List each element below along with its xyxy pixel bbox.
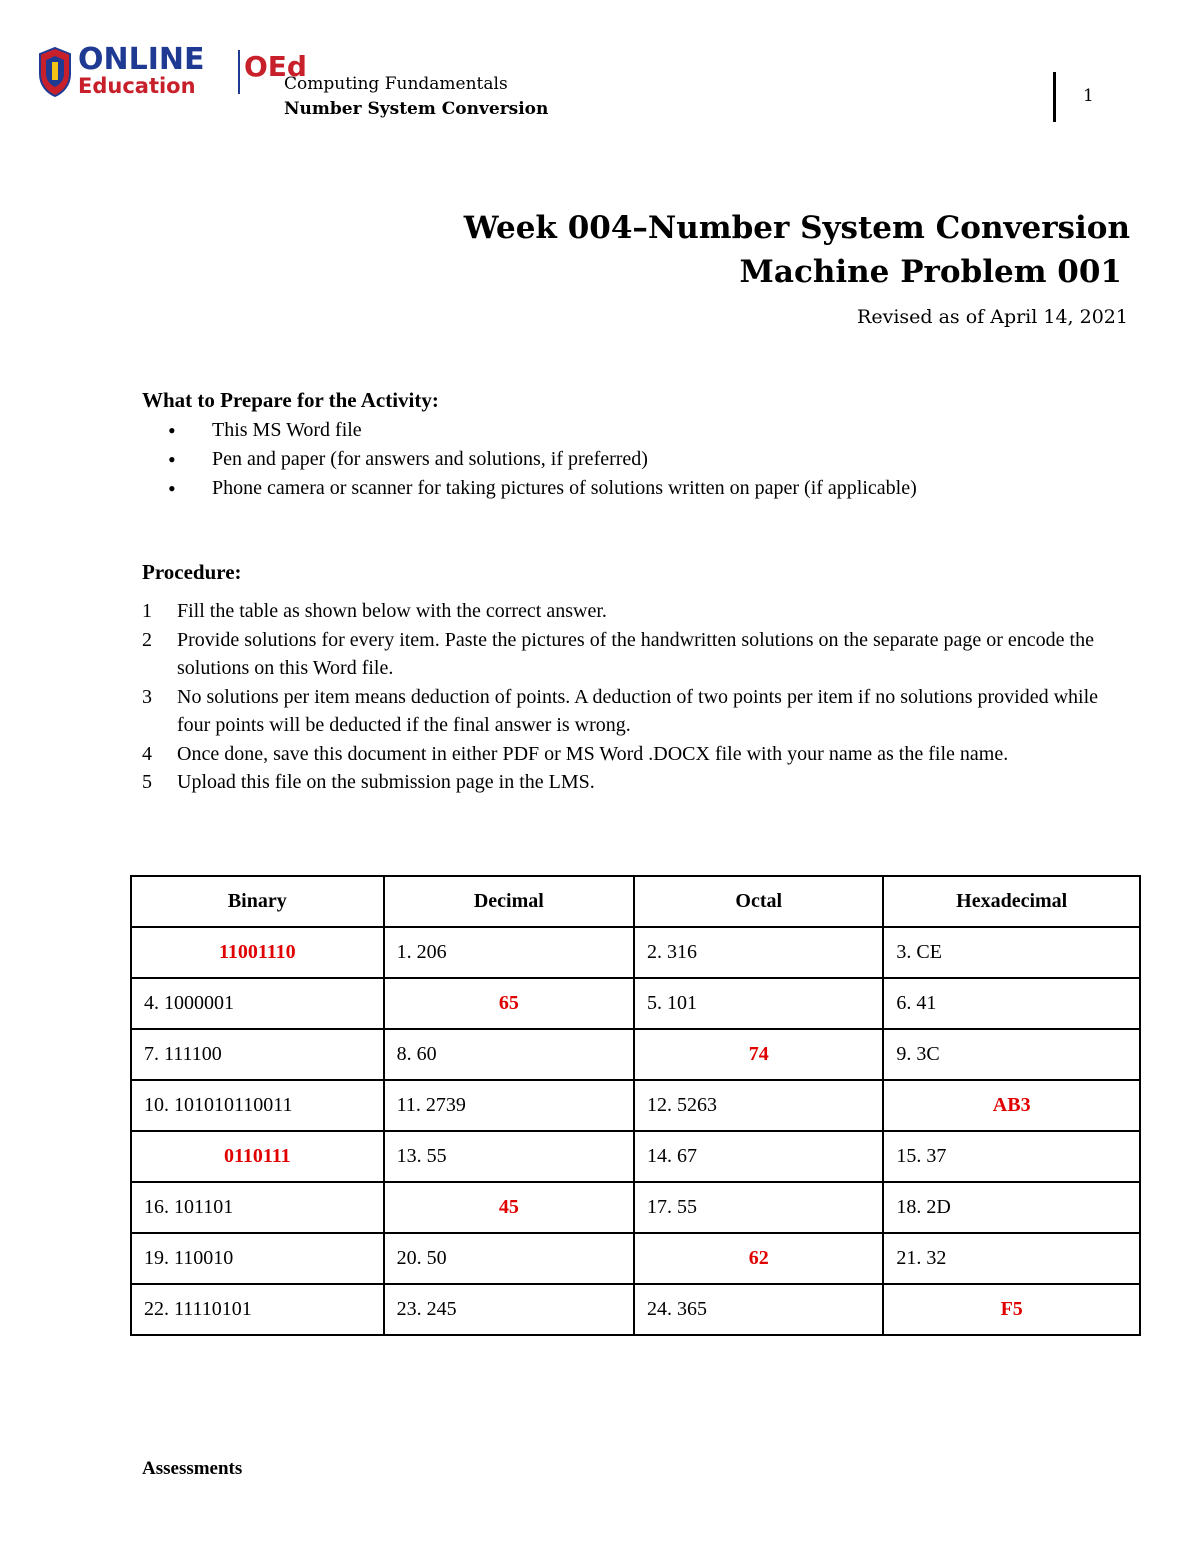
header-binary: Binary [131, 876, 384, 927]
table-cell: 24. 365 [634, 1284, 883, 1335]
conversion-table [130, 875, 1141, 1336]
page-number: 1 [1083, 86, 1094, 106]
procedure-step [142, 768, 1122, 797]
header-hexadecimal: Hexadecimal [883, 876, 1140, 927]
table-cell: 2. 316 [634, 927, 883, 978]
table-cell: 45 [384, 1182, 634, 1233]
step-number: 4 [142, 742, 152, 765]
step-number: 2 [142, 628, 152, 651]
logo-divider [238, 50, 240, 94]
table-cell: 4. 1000001 [131, 978, 384, 1029]
procedure-step [142, 683, 1122, 740]
header-octal: Octal [634, 876, 883, 927]
table-header-row [131, 876, 1140, 927]
logo-text-oed: OEd [244, 50, 307, 83]
table-cell: 1. 206 [384, 927, 634, 978]
table-cell: 23. 245 [384, 1284, 634, 1335]
step-number: 1 [142, 600, 152, 622]
page-title: Week 004–Number System Conversion [463, 210, 1130, 246]
procedure-step [142, 740, 1122, 769]
table-cell: 12. 5263 [634, 1080, 883, 1131]
logo-text-education: Education [78, 74, 196, 98]
table-cell: 74 [634, 1029, 883, 1080]
table-cell: 22. 11110101 [131, 1284, 384, 1335]
table-cell: 7. 111100 [131, 1029, 384, 1080]
table-row [131, 1131, 1140, 1182]
table-cell: 14. 67 [634, 1131, 883, 1182]
logo-text-online: ONLINE [78, 42, 205, 77]
table-cell: AB3 [883, 1080, 1140, 1131]
assessments-heading: Assessments [142, 1458, 243, 1479]
table-cell: 11. 2739 [384, 1080, 634, 1131]
table-row [131, 978, 1140, 1029]
header-divider [1053, 72, 1056, 122]
table-cell: 9. 3C [883, 1029, 1140, 1080]
list-item: • This MS Word file [168, 416, 917, 445]
table-cell: 11001110 [131, 927, 384, 978]
table-cell: 5. 101 [634, 978, 883, 1029]
table-cell: 15. 37 [883, 1131, 1140, 1182]
procedure-step [142, 597, 1122, 626]
procedure-step [142, 626, 1122, 683]
header-course: Computing Fundamentals [284, 74, 508, 94]
table-row [131, 1284, 1140, 1335]
table-cell: 62 [634, 1233, 883, 1284]
online-education-logo [38, 42, 307, 100]
table-cell: 8. 60 [384, 1029, 634, 1080]
table-cell: 10. 101010110011 [131, 1080, 384, 1131]
prepare-heading: What to Prepare for the Activity: [142, 388, 439, 412]
table-cell: 16. 101101 [131, 1182, 384, 1233]
table-cell: 6. 41 [883, 978, 1140, 1029]
step-text: No solutions per item means deduction of points. A deduction of two points per item if no solutions provided while four points will be deducted if the final answer is wrong. [177, 685, 1099, 736]
step-text: Provide solutions for every item. Paste the pictures of the handwritten solutions on the separate page or encode the solutions on this Word file. [177, 628, 1094, 679]
table-row [131, 927, 1140, 978]
prepare-list [168, 416, 917, 503]
table-cell: 19. 110010 [131, 1233, 384, 1284]
procedure-heading: Procedure: [142, 560, 242, 584]
procedure-steps [142, 597, 1122, 797]
step-text: Fill the table as shown below with the correct answer. [177, 600, 607, 622]
header-decimal: Decimal [384, 876, 634, 927]
table-row [131, 1182, 1140, 1233]
revision-date: Revised as of April 14, 2021 [857, 306, 1128, 328]
table-cell: F5 [883, 1284, 1140, 1335]
page-subtitle: Machine Problem 001 [739, 254, 1122, 290]
table-row [131, 1233, 1140, 1284]
step-text: Once done, save this document in either PDF or MS Word .DOCX file with your name as the file name. [177, 742, 1009, 765]
step-text: Upload this file on the submission page in the LMS. [177, 771, 595, 793]
table-cell: 21. 32 [883, 1233, 1140, 1284]
header-topic: Number System Conversion [284, 99, 549, 119]
list-item: • Phone camera or scanner for taking pictures of solutions written on paper (if applicable) [168, 474, 917, 503]
table-cell: 0110111 [131, 1131, 384, 1182]
table-body [131, 927, 1140, 1335]
list-item: • Pen and paper (for answers and solutions, if preferred) [168, 445, 917, 474]
shield-icon [38, 46, 72, 98]
table-row [131, 1080, 1140, 1131]
step-number: 5 [142, 771, 152, 793]
table-cell: 65 [384, 978, 634, 1029]
table-cell: 13. 55 [384, 1131, 634, 1182]
table-cell: 17. 55 [634, 1182, 883, 1233]
table-row [131, 1029, 1140, 1080]
table-cell: 18. 2D [883, 1182, 1140, 1233]
step-number: 3 [142, 685, 152, 708]
table-cell: 20. 50 [384, 1233, 634, 1284]
table-cell: 3. CE [883, 927, 1140, 978]
